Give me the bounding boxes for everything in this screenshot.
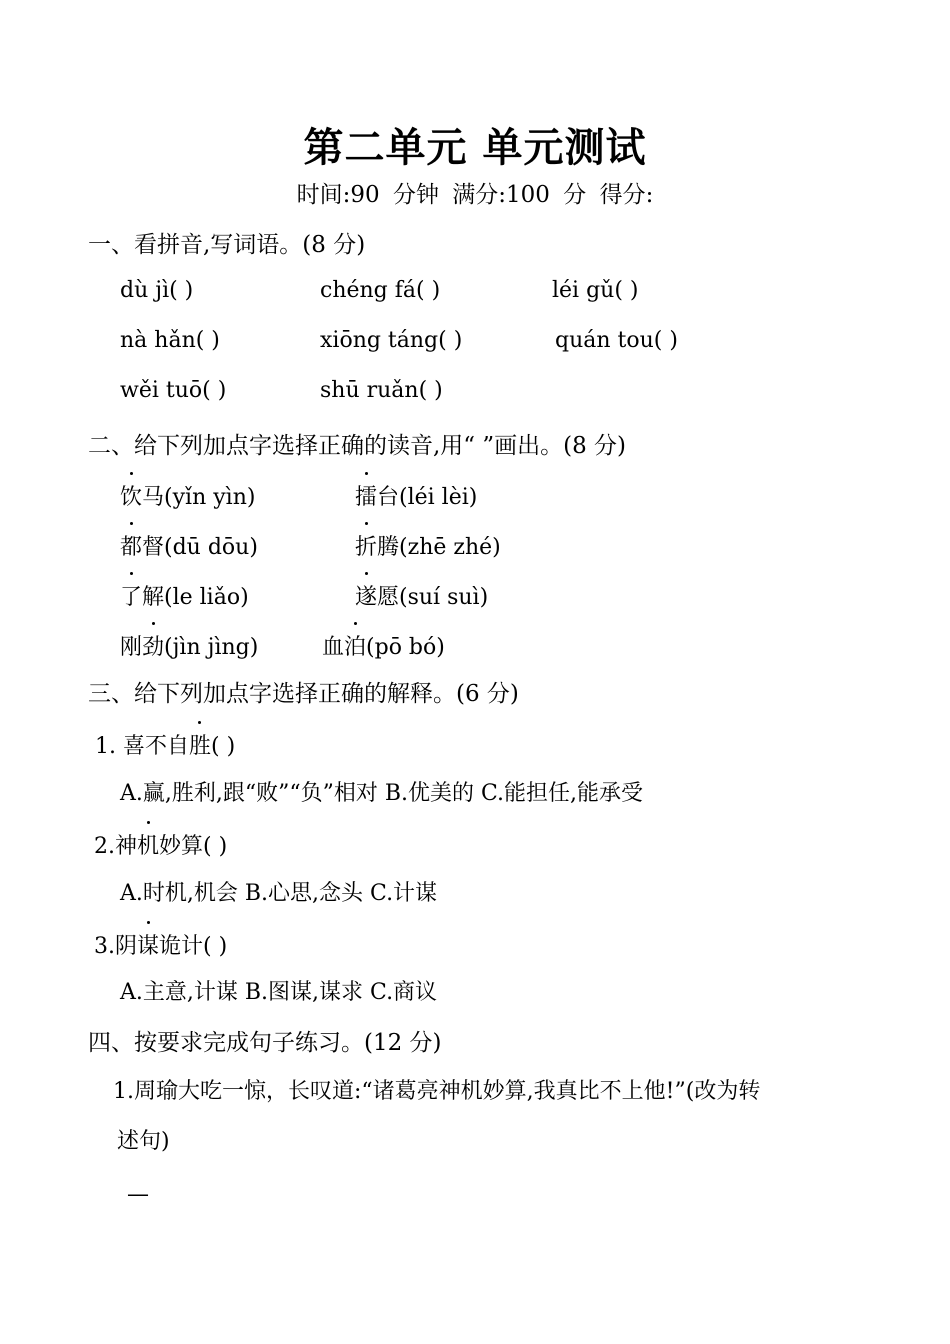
dotted-char: 泊 — [344, 630, 366, 661]
question-3: 3.阴谋诡计( ) — [94, 929, 227, 960]
reading-item: 都督(dū dōu) — [120, 530, 258, 561]
dotted-char: 都 — [120, 530, 142, 561]
pinyin-item: wěi tuō( ) — [120, 378, 227, 403]
page-title: 第二单元 单元测试 — [303, 124, 647, 171]
dotted-char: 擂 — [355, 480, 377, 511]
dotted-char: 机 — [137, 829, 159, 860]
reading-item: 刚劲(jìn jìng) — [120, 630, 258, 661]
question-2-options: A.时机,机会 B.心思,念头 C.计谋 — [120, 881, 438, 906]
pinyin-item: nà hǎn( ) — [120, 328, 220, 353]
pinyin-item: léi gǔ( ) — [552, 278, 639, 303]
dotted-char: 劲 — [142, 630, 164, 661]
section-2-heading: 二、给下列加点字选择正确的读音,用“ ”画出。(8 分) — [88, 433, 627, 459]
reading-item: 饮马(yǐn yìn) — [120, 480, 255, 511]
sentence-question-1: 1.周瑜大吃一惊，长叹道:“诸葛亮神机妙算,我真比不上他!”(改为转 — [113, 1079, 761, 1104]
dotted-char: 遂 — [355, 580, 377, 611]
section-3-heading: 三、给下列加点字选择正确的解释。(6 分) — [88, 681, 519, 707]
question-1-options: A.赢,胜利,跟“败”“负”相对 B.优美的 C.能担任,能承受 — [120, 781, 644, 806]
sentence-question-1-cont: 述句) — [117, 1129, 170, 1154]
reading-item: 遂愿(suí suì) — [355, 580, 488, 611]
reading-item: 了解(le liǎo) — [120, 580, 249, 611]
reading-item: 血泊(pō bó) — [322, 630, 445, 661]
dotted-char: 谋 — [137, 929, 159, 960]
pinyin-item: dù jì( ) — [120, 278, 194, 303]
answer-line[interactable]: — — [127, 1182, 149, 1207]
question-3-options: A.主意,计谋 B.图谋,谋求 C.商议 — [120, 980, 438, 1005]
dotted-char: 饮 — [120, 480, 142, 511]
section-1-heading: 一、看拼音,写词语。(8 分) — [88, 232, 366, 258]
question-1: 1. 喜不自胜( ) — [95, 729, 235, 760]
exam-info: 时间:90 分钟 满分:100 分 得分: — [296, 182, 654, 208]
reading-item: 折腾(zhē zhé) — [355, 530, 501, 561]
dotted-char: 折 — [355, 530, 377, 561]
reading-item: 擂台(léi lèi) — [355, 480, 477, 511]
pinyin-item: chéng fá( ) — [320, 278, 441, 303]
dotted-char: 胜 — [189, 729, 211, 760]
pinyin-item: shū ruǎn( ) — [320, 378, 443, 403]
dotted-char: 了 — [120, 580, 142, 611]
section-4-heading: 四、按要求完成句子练习。(12 分) — [88, 1030, 442, 1056]
question-2: 2.神机妙算( ) — [94, 829, 227, 860]
pinyin-item: xiōng táng( ) — [320, 328, 463, 353]
pinyin-item: quán tou( ) — [555, 328, 678, 353]
